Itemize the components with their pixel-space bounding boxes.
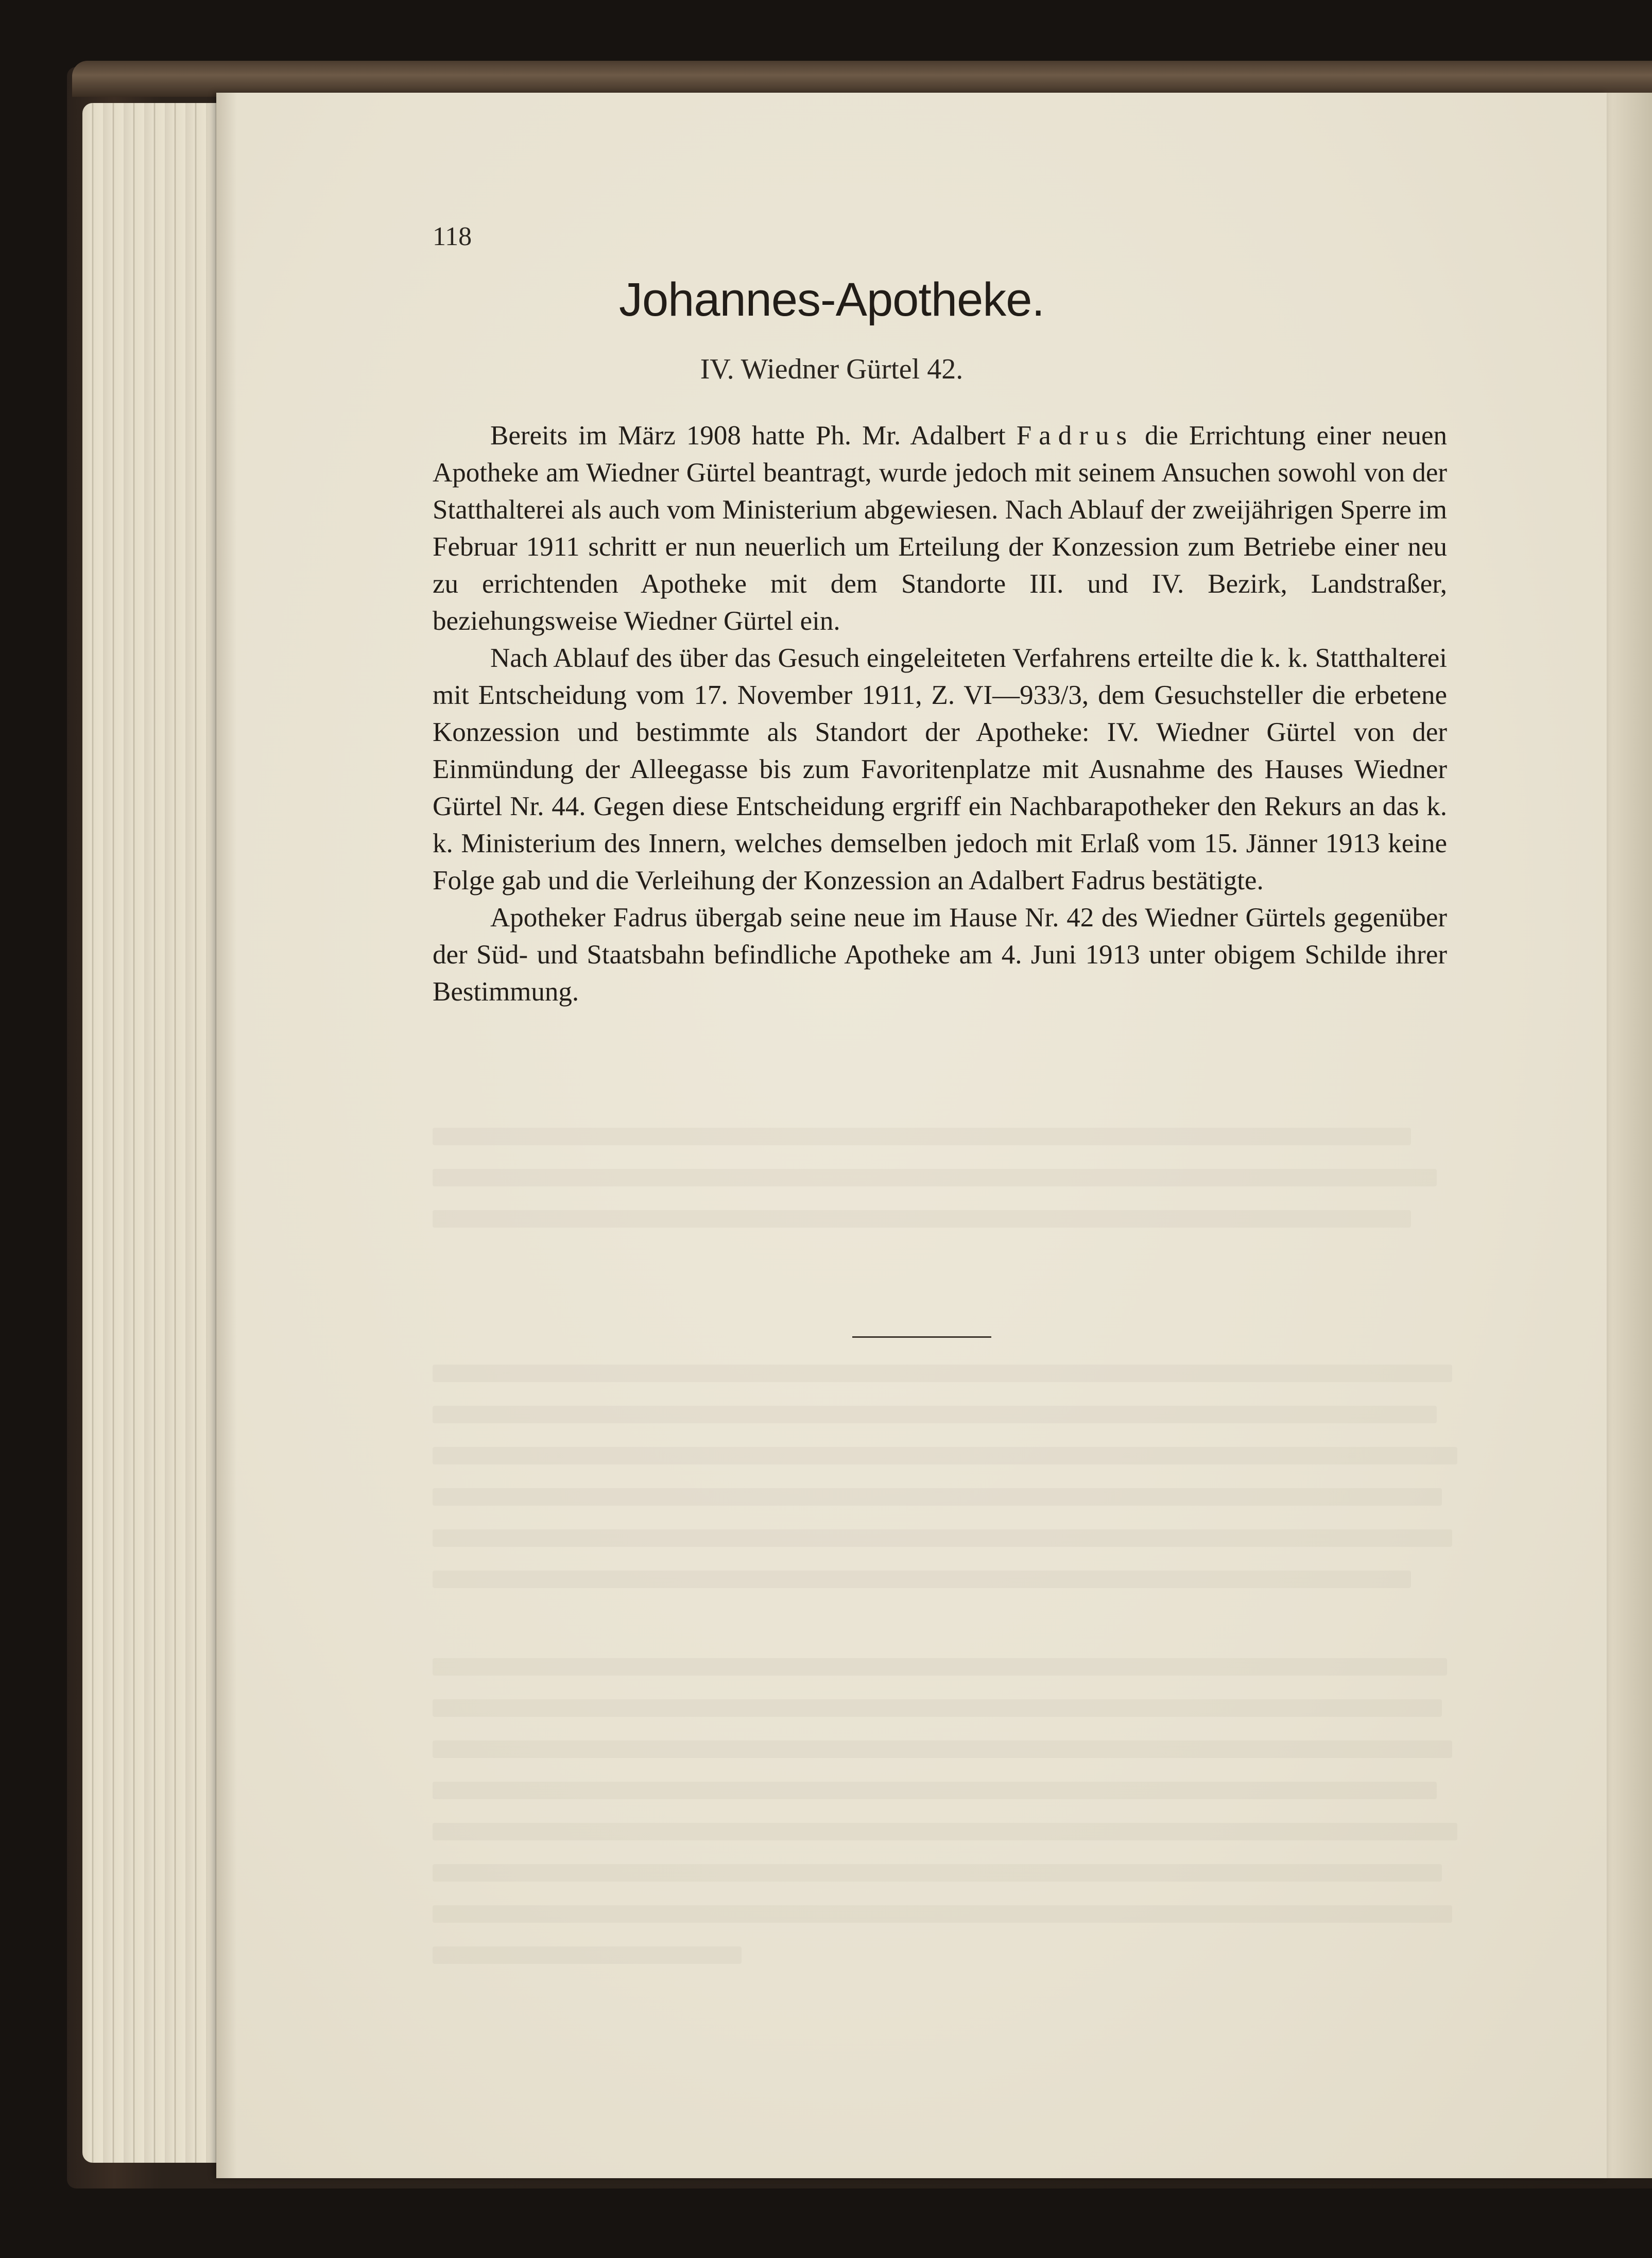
bleed-line (433, 1823, 1457, 1840)
book-spine-top (72, 61, 1652, 97)
bleed-line (433, 1488, 1442, 1506)
section-divider (852, 1336, 991, 1338)
page-number: 118 (433, 222, 472, 251)
bleed-line (433, 1406, 1437, 1423)
bleed-line (433, 1210, 1411, 1228)
bleed-through (216, 93, 1607, 2178)
bleed-line (433, 1447, 1457, 1464)
paragraph-3: Apotheker Fadrus übergab seine neue im Hause Nr. 42 des Wiedner Gürtels gegenüber der Süd- und Staatsbahn befindliche Apotheke am 4. Juni 1913 unter obigem Schilde ihrer Bestimmung. (433, 903, 1447, 1007)
bleed-line (433, 1946, 742, 1964)
bleed-line (433, 1740, 1452, 1758)
bleed-line (433, 1529, 1452, 1547)
page-subtitle: IV. Wiedner Gürtel 42. (700, 353, 963, 385)
bleed-line (433, 1658, 1447, 1676)
spaced-name: Fadrus (1016, 421, 1134, 451)
paragraph-1-before: Bereits im März 1908 hatte Ph. Mr. Adalbert (490, 421, 1017, 451)
book-page (216, 93, 1607, 2178)
bleed-line (433, 1905, 1452, 1923)
paragraph-2: Nach Ablauf des über das Gesuch eingeleiteten Verfahrens erteilte die k. k. Statthalterei mit Entscheidung vom 17. November 1911, Z. VI—933/3, dem Gesuchsteller die erbetene Konzession und bestimmte als Standort der Apotheke: IV. Wiedner Gürtel von der Einmündung der Alleegasse bis zum Favoritenplatze mit Ausnahme des Hauses Wiedner Gürtel Nr. 44. Gegen diese Entscheidung ergriff ein Nachbarapotheker den Rekurs an das k. k. Ministerium des Innern, welches demselben jedoch mit Erlaß vom 15. Jänner 1913 keine Folge gab und die Verleihung der Konzession an Adalbert Fadrus bestätigte. (433, 643, 1447, 895)
bleed-line (433, 1365, 1452, 1382)
bleed-line (433, 1782, 1437, 1799)
paragraph-1 (433, 417, 1447, 640)
bleed-line (433, 1128, 1411, 1145)
paragraph-1-after: die Errichtung einer neuen Apotheke am Wiedner Gürtel beantragt, wurde jedoch mit seinem Ansuchen sowohl von der Statthalterei als auch vom Ministerium abgewiesen. Nach Ablauf der zweijährigen Sperre im Februar 1911 schritt er nun neuerlich um Erteilung der Konzession zum Betriebe einer neu zu errichtenden Apotheke mit dem Standorte III. und IV. Bezirk, Landstraßer, beziehungsweise Wiedner Gürtel ein. (433, 421, 1447, 636)
bleed-line (433, 1169, 1437, 1186)
page-edges (82, 103, 237, 2163)
bleed-line (433, 1699, 1442, 1717)
body-text (433, 417, 1447, 1010)
bleed-line (433, 1571, 1411, 1588)
bleed-line (433, 1864, 1442, 1882)
page-title: Johannes-Apotheke. (619, 273, 1044, 326)
